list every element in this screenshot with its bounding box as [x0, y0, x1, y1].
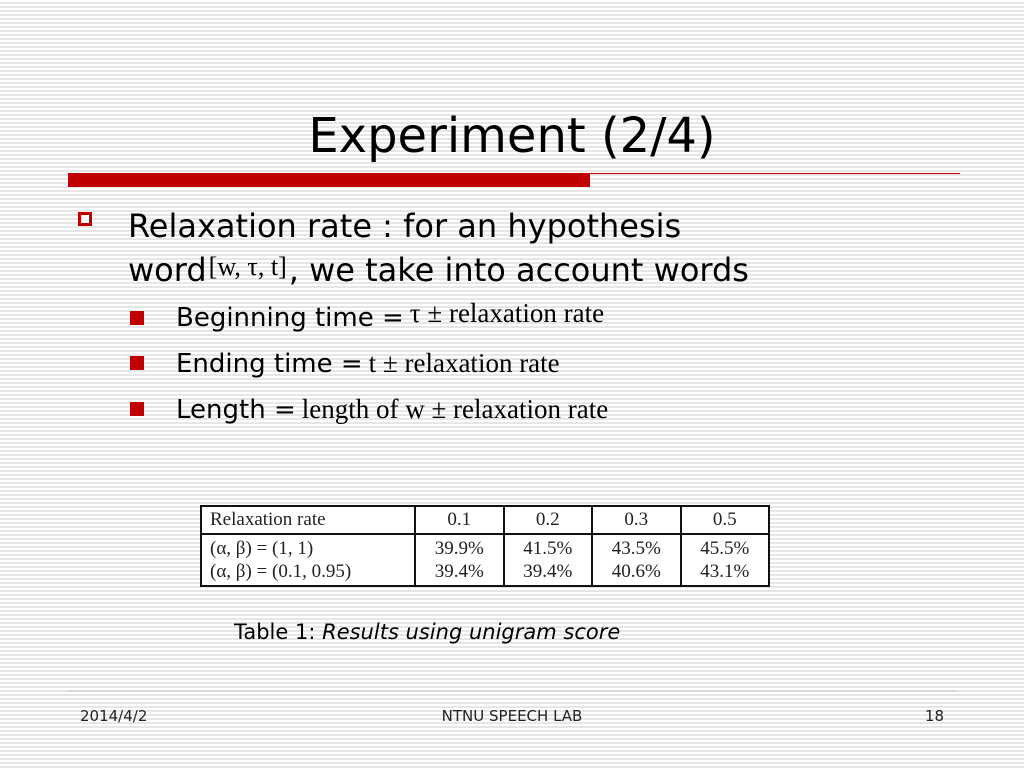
footer-date: 2014/4/2: [80, 707, 148, 725]
table-row-labels: [201, 534, 415, 586]
table-header-cell: 0.3: [592, 506, 681, 534]
sub-item-ending-time: [176, 346, 560, 381]
table-cell: [592, 534, 681, 586]
table-header-cell: 0.1: [415, 506, 504, 534]
sub-item-formula: t ± relaxation rate: [368, 348, 560, 378]
row-label: (α, β) = (0.1, 0.95): [210, 561, 352, 582]
table-cell: [681, 534, 770, 586]
sub-item-beginning-time: [176, 300, 604, 335]
cell-value: 39.9%: [434, 538, 484, 559]
bullet-text-rest: , we take into account words: [288, 251, 749, 289]
sub-item-label: Beginning time =: [176, 303, 404, 333]
sub-item-formula: length of w ± relaxation rate: [301, 394, 609, 424]
caption-prefix: Table 1:: [234, 620, 316, 644]
filled-square-bullet-icon: [130, 356, 144, 370]
cell-value: 43.1%: [700, 561, 750, 582]
footer-divider: [68, 690, 956, 692]
filled-square-bullet-icon: [130, 311, 144, 325]
footer-lab-name: NTNU SPEECH LAB: [441, 707, 583, 725]
table-cell: [504, 534, 593, 586]
sub-item-label: Length =: [176, 395, 296, 425]
filled-square-bullet-icon: [130, 402, 144, 416]
cell-value: 45.5%: [700, 538, 750, 559]
sub-item-length: [176, 392, 608, 427]
table-header-row: [201, 506, 769, 534]
bullet-text-line1: Relaxation rate : for an hypothesis: [128, 207, 682, 245]
table-row: [201, 534, 769, 586]
table-header-cell: Relaxation rate: [201, 506, 415, 534]
table-header-cell: 0.5: [681, 506, 770, 534]
cell-value: 40.6%: [611, 561, 661, 582]
table-caption: [234, 617, 620, 647]
cell-value: 39.4%: [523, 561, 573, 582]
hollow-square-bullet-icon: [78, 212, 92, 226]
row-label: (α, β) = (1, 1): [210, 538, 314, 559]
slide-title: Experiment (2/4): [308, 108, 716, 164]
table-header-cell: 0.2: [504, 506, 593, 534]
results-table: [200, 505, 770, 587]
hypothesis-tuple: [w, τ, t]: [208, 252, 287, 281]
bullet-word: word: [128, 251, 207, 289]
cell-value: 39.4%: [434, 561, 484, 582]
bullet-text-line2: [128, 248, 749, 295]
sub-item-formula: τ ± relaxation rate: [409, 298, 605, 328]
caption-text: Results using unigram score: [322, 620, 621, 644]
title-underline-bar: [68, 174, 590, 187]
sub-item-label: Ending time =: [176, 349, 363, 379]
cell-value: 41.5%: [523, 538, 573, 559]
cell-value: 43.5%: [611, 538, 661, 559]
footer-page-number: 18: [924, 707, 944, 725]
table-cell: [415, 534, 504, 586]
